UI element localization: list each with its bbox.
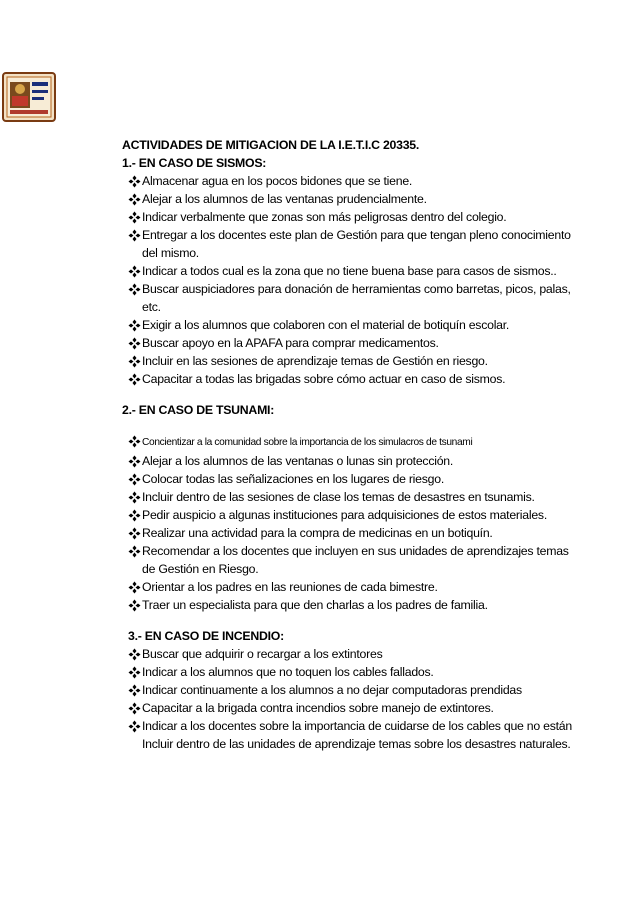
list-incendio (122, 645, 582, 753)
four-diamond-bullet-icon (128, 193, 141, 206)
list-item: Orientar a los padres en las reuniones de cada bimestre. (128, 578, 582, 596)
list-item: Alejar a los alumnos de las ventanas prudencialmente. (128, 190, 582, 208)
four-diamond-bullet-icon (128, 720, 141, 733)
section-heading-incendio: 3.- EN CASO DE INCENDIO: (128, 629, 284, 643)
four-diamond-bullet-icon (128, 545, 141, 558)
list-item: Colocar todas las señalizaciones en los lugares de riesgo. (128, 470, 582, 488)
four-diamond-bullet-icon (128, 648, 141, 661)
list-item: Almacenar agua en los pocos bidones que se tiene. (128, 172, 582, 190)
list-item: Alejar a los alumnos de las ventanas o lunas sin protección. (128, 452, 582, 470)
four-diamond-bullet-icon (128, 211, 141, 224)
four-diamond-bullet-icon (128, 283, 141, 296)
list-item: Capacitar a la brigada contra incendios sobre manejo de extintores. (128, 699, 582, 717)
section-heading-sismos: 1.- EN CASO DE SISMOS: (122, 156, 267, 170)
list-item: Traer un especialista para que den charlas a los padres de familia. (128, 596, 582, 614)
list-item: Concientizar a la comunidad sobre la importancia de los simulacros de tsunami (128, 432, 582, 452)
four-diamond-bullet-icon (128, 373, 141, 386)
list-item: Entregar a los docentes este plan de Gestión para que tengan pleno conocimiento del mismo. (128, 226, 582, 262)
list-item: Recomendar a los docentes que incluyen en sus unidades de aprendizajes temas de Gestión en Riesgo. (128, 542, 582, 578)
list-item: Indicar a los alumnos que no toquen los cables fallados. (128, 663, 582, 681)
list-item: Exigir a los alumnos que colaboren con el material de botiquín escolar. (128, 316, 582, 334)
list-item: Indicar continuamente a los alumnos a no dejar computadoras prendidas (128, 681, 582, 699)
four-diamond-bullet-icon (128, 435, 141, 448)
four-diamond-bullet-icon (128, 355, 141, 368)
list-item: Realizar una actividad para la compra de medicinas en un botiquín. (128, 524, 582, 542)
list-item: Buscar que adquirir o recargar a los extintores (128, 645, 582, 663)
school-seal-icon (2, 72, 56, 122)
list-item: Indicar verbalmente que zonas son más peligrosas dentro del colegio. (128, 208, 582, 226)
four-diamond-bullet-icon (128, 337, 141, 350)
list-item: Incluir en las sesiones de aprendizaje temas de Gestión en riesgo. (128, 352, 582, 370)
four-diamond-bullet-icon (128, 455, 141, 468)
page-title: ACTIVIDADES DE MITIGACION DE LA I.E.T.I.C 20335. (122, 138, 420, 152)
four-diamond-bullet-icon (128, 666, 141, 679)
list-item: Incluir dentro de las sesiones de clase los temas de desastres en tsunamis. (128, 488, 582, 506)
list-item: Buscar auspiciadores para donación de herramientas como barretas, picos, palas, etc. (128, 280, 582, 316)
four-diamond-bullet-icon (128, 491, 141, 504)
four-diamond-bullet-icon (128, 527, 141, 540)
section-heading-tsunami: 2.- EN CASO DE TSUNAMI: (122, 403, 275, 417)
four-diamond-bullet-icon (128, 473, 141, 486)
list-tsunami (122, 432, 582, 614)
list-item: Buscar apoyo en la APAFA para comprar medicamentos. (128, 334, 582, 352)
list-sismos (122, 172, 582, 388)
list-item: Indicar a todos cual es la zona que no tiene buena base para casos de sismos.. (128, 262, 582, 280)
list-item: Capacitar a todas las brigadas sobre cómo actuar en caso de sismos. (128, 370, 582, 388)
four-diamond-bullet-icon (128, 599, 141, 612)
four-diamond-bullet-icon (128, 581, 141, 594)
four-diamond-bullet-icon (128, 509, 141, 522)
document-body (122, 136, 582, 753)
list-item: Pedir auspicio a algunas instituciones para adquisiciones de estos materiales. (128, 506, 582, 524)
four-diamond-bullet-icon (128, 684, 141, 697)
four-diamond-bullet-icon (128, 265, 141, 278)
list-item: Indicar a los docentes sobre la importancia de cuidarse de los cables que no están Incluir dentro de las unidades de aprendizaje temas sobre los desastres naturales. (128, 717, 582, 753)
four-diamond-bullet-icon (128, 229, 141, 242)
four-diamond-bullet-icon (128, 319, 141, 332)
four-diamond-bullet-icon (128, 702, 141, 715)
four-diamond-bullet-icon (128, 175, 141, 188)
